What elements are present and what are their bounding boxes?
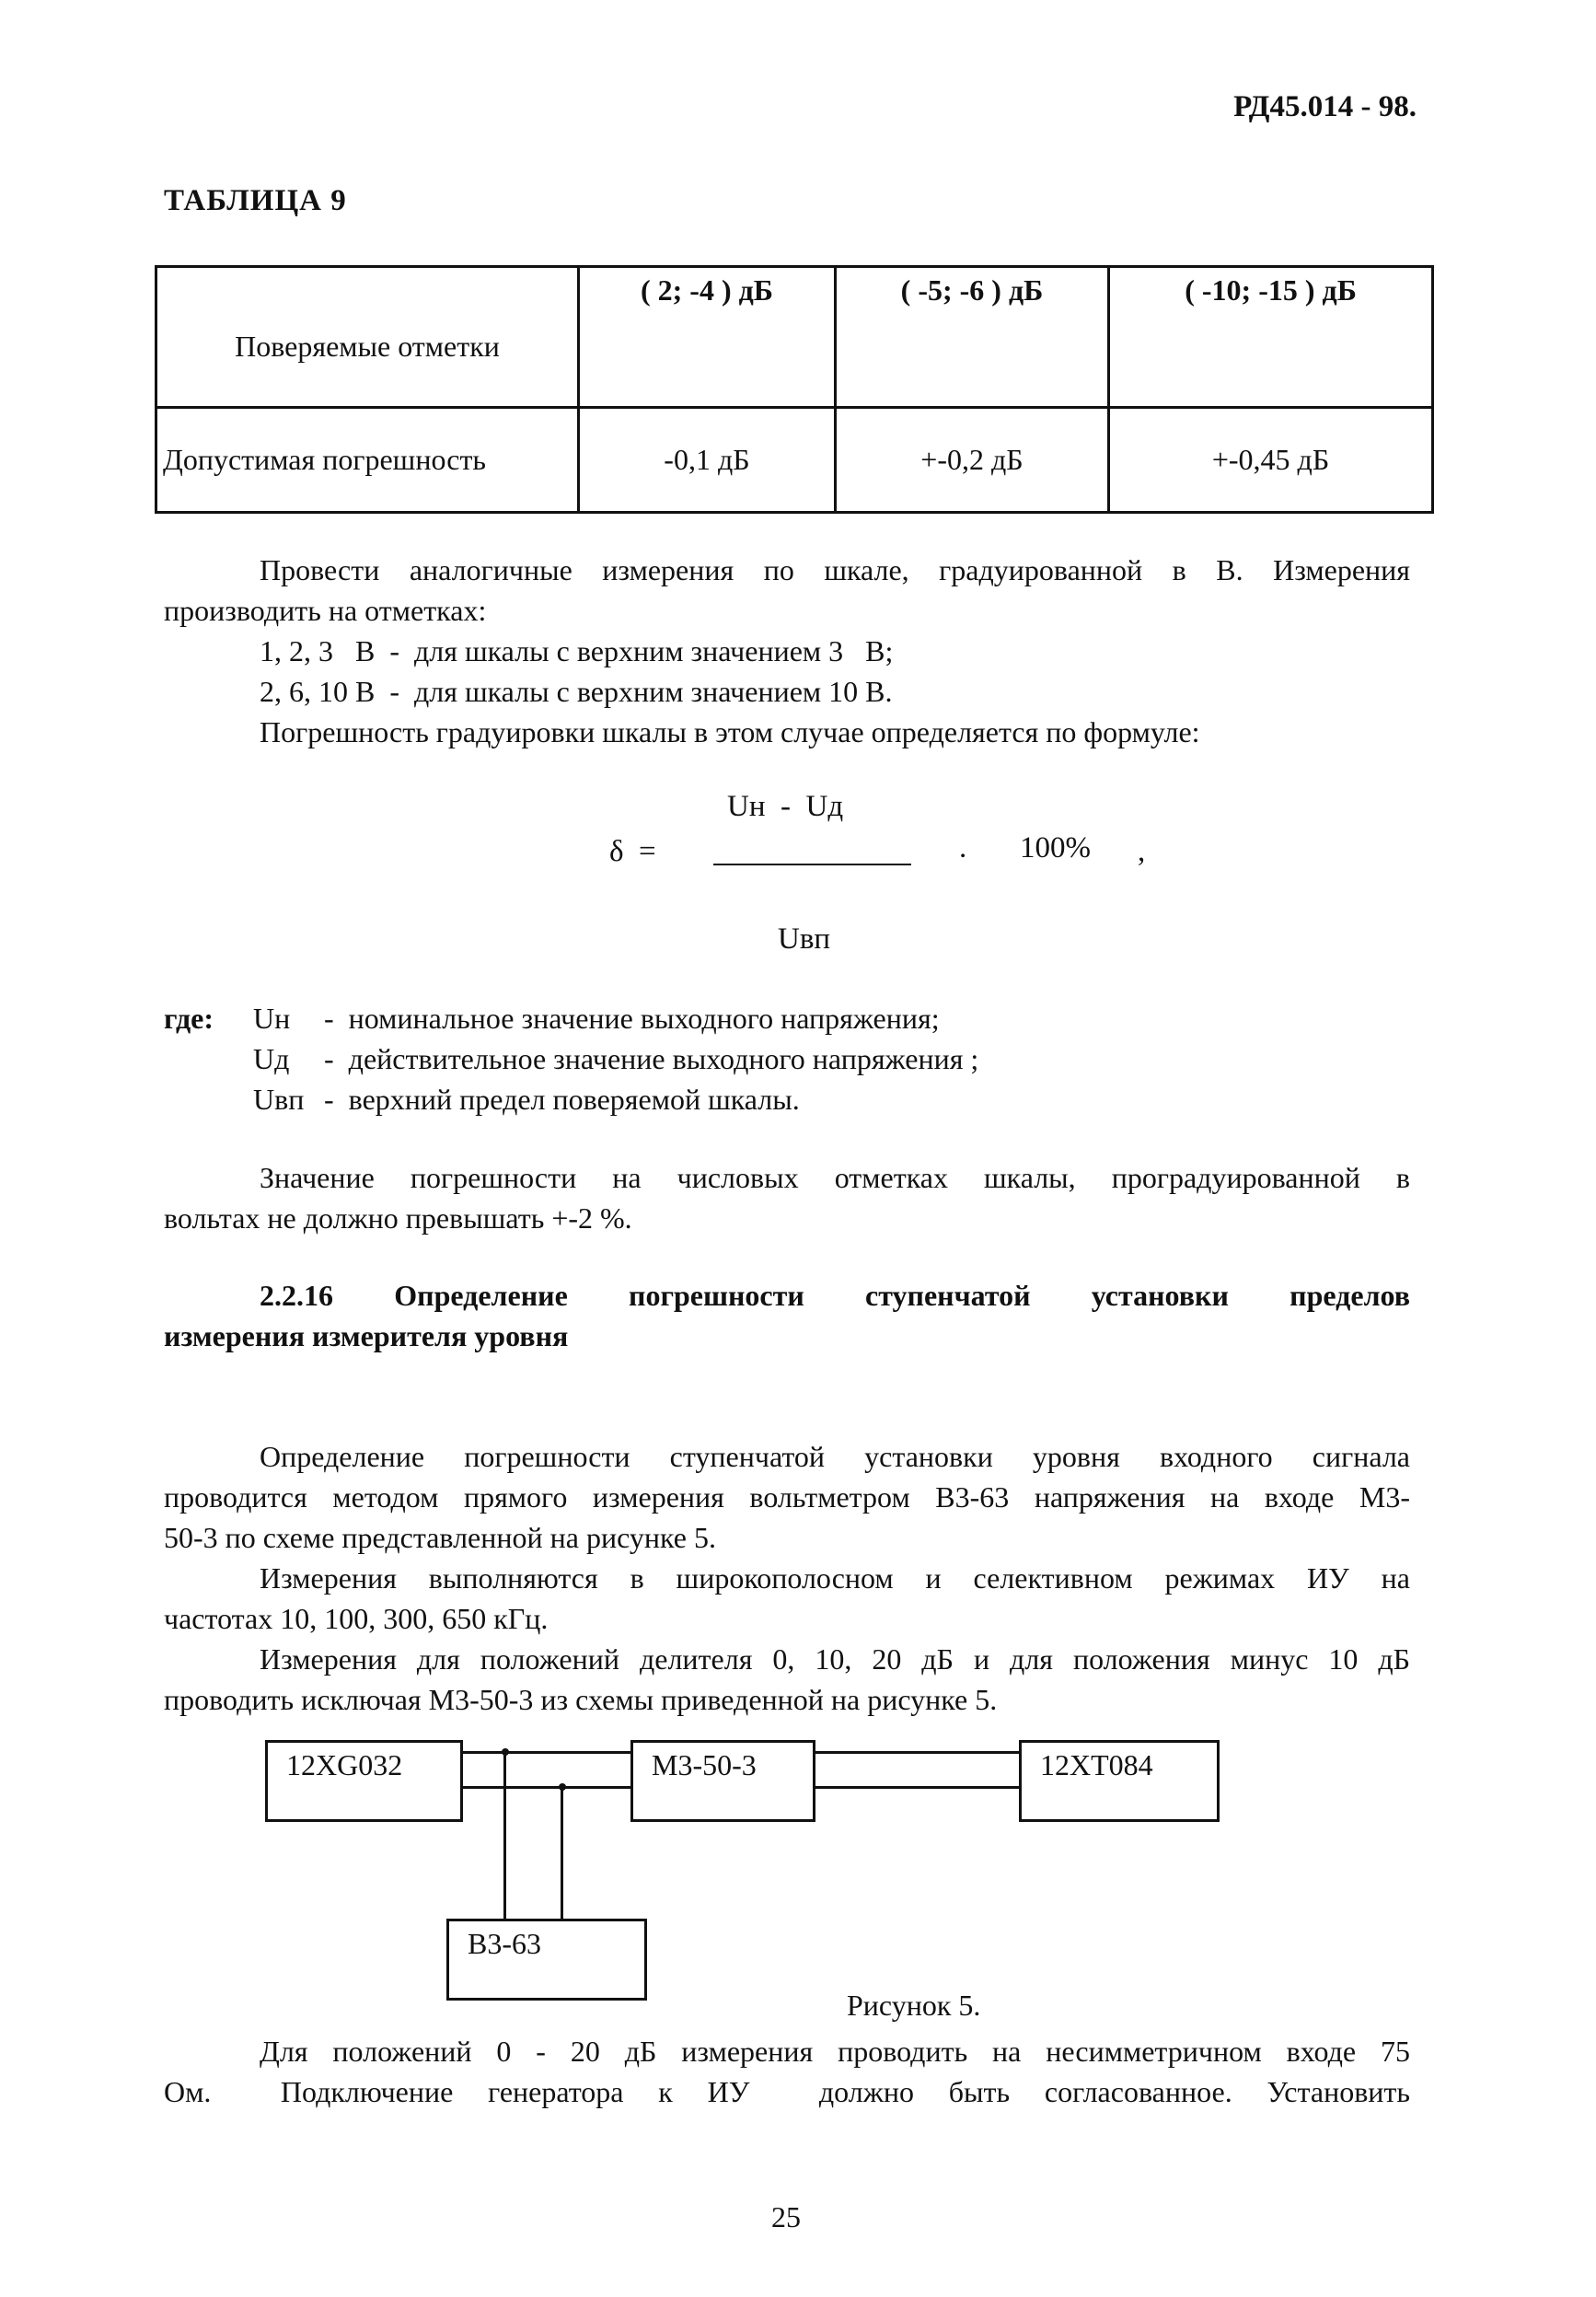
table-cell: -0,1 дБ [579, 408, 836, 513]
definition-symbol: Uвп [253, 1083, 305, 1116]
table-row-label: Поверяемые отметки [156, 267, 579, 408]
formula-numerator: Uн - Uд [727, 790, 844, 823]
junction-dot [502, 1748, 509, 1756]
paragraph-line: 2, 6, 10 В - для шкалы с верхним значением 10 В. [260, 675, 893, 708]
table-title: ТАБЛИЦА 9 [164, 184, 347, 217]
paragraph-line: 1, 2, 3 В - для шкалы с верхним значением 3 В; [260, 634, 894, 667]
definition-symbol: Uн [253, 1002, 291, 1035]
paragraph-line: Измерения для положений делителя 0, 10, 20 дБ и для положения минус 10 дБ [260, 1642, 1410, 1676]
paragraph-line: Для положений 0 - 20 дБ измерения проводить на несимметричном входе 75 [260, 2035, 1410, 2068]
table-row-label: Допустимая погрешность [156, 408, 579, 513]
formula-comma: , [1138, 835, 1146, 868]
formula-fraction-bar [713, 864, 911, 865]
definition-symbol: Uд [253, 1042, 290, 1075]
where-label: где: [164, 1002, 214, 1035]
definition-text: - верхний предел поверяемой шкалы. [324, 1083, 800, 1116]
wire [815, 1786, 1019, 1789]
paragraph-line: вольтах не должно превышать +-2 %. [164, 1201, 632, 1235]
table-column-header: ( -10; -15 ) дБ [1109, 267, 1433, 408]
paragraph-line: частотах 10, 100, 300, 650 кГц. [164, 1602, 549, 1635]
formula-delta: δ = [609, 835, 656, 868]
table-row [156, 408, 1433, 513]
document-number: РД45.014 - 98. [1233, 90, 1417, 123]
paragraph-line: Погрешность градуировки шкалы в этом случае определяется по формуле: [260, 715, 1200, 748]
paragraph-line: проводится методом прямого измерения вольтметром В3-63 напряжения на входе М3- [164, 1480, 1410, 1514]
paragraph-line: Провести аналогичные измерения по шкале, градуированной в В. Измерения [260, 553, 1410, 586]
wire [463, 1751, 630, 1754]
table-row [156, 267, 1433, 408]
wire [561, 1786, 563, 1919]
table-cell: +-0,45 дБ [1109, 408, 1433, 513]
paragraph-line: проводить исключая М3-50-3 из схемы приведенной на рисунке 5. [164, 1683, 998, 1716]
junction-dot [559, 1783, 566, 1791]
paragraph-line: Измерения выполняются в широкополосном и селективном режимах ИУ на [260, 1561, 1410, 1595]
generator-box: 12XG032 [265, 1740, 463, 1822]
attenuator-box: М3-50-3 [630, 1740, 815, 1822]
paragraph-line: Определение погрешности ступенчатой установки уровня входного сигнала [260, 1440, 1410, 1473]
section-heading: 2.2.16 Определение погрешности ступенчатой установки пределов [260, 1279, 1410, 1312]
table-column-header: ( -5; -6 ) дБ [835, 267, 1108, 408]
section-heading-line2: измерения измерителя уровня [164, 1319, 569, 1352]
paragraph-line: производить на отметках: [164, 594, 487, 627]
table-cell: +-0,2 дБ [835, 408, 1108, 513]
table-9 [155, 265, 1434, 514]
wire [463, 1786, 630, 1789]
table-column-header: ( 2; -4 ) дБ [579, 267, 836, 408]
figure-caption: Рисунок 5. [847, 1989, 981, 2022]
paragraph-line: 50-3 по схеме представленной на рисунке 5. [164, 1521, 716, 1554]
definition-text: - номинальное значение выходного напряжения; [324, 1002, 940, 1035]
definition-text: - действительное значение выходного напряжения ; [324, 1042, 979, 1075]
level-meter-box: 12XT084 [1019, 1740, 1220, 1822]
voltmeter-box: В3-63 [446, 1919, 647, 2001]
formula-denominator: Uвп [778, 922, 831, 956]
wire [503, 1751, 506, 1919]
paragraph-line: Ом. Подключение генератора к ИУ должно быть согласованное. Установить [164, 2075, 1410, 2108]
formula-multiplier: . 100% [959, 831, 1091, 864]
wire [815, 1751, 1019, 1754]
paragraph-line: Значение погрешности на числовых отметках шкалы, проградуированной в [260, 1161, 1410, 1194]
page-number: 25 [771, 2200, 801, 2233]
